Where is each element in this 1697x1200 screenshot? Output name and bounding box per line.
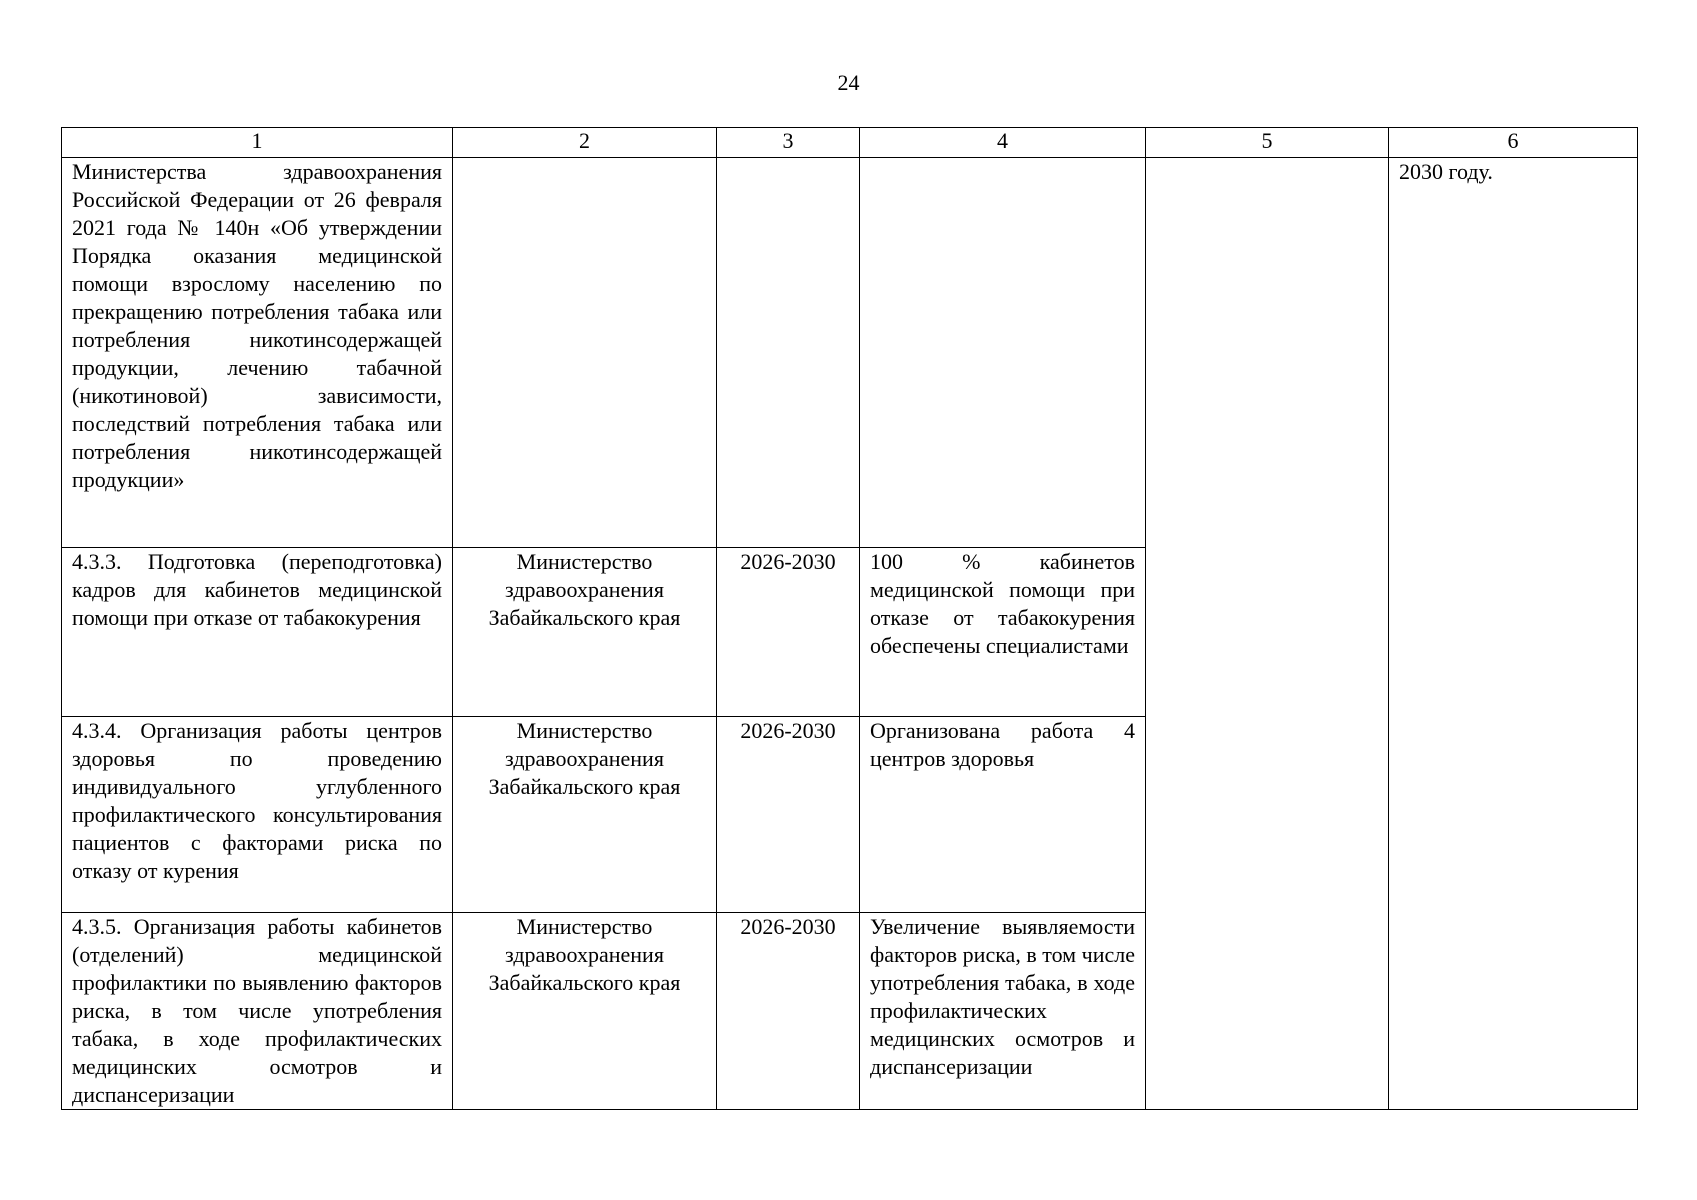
measures-table — [61, 127, 1638, 1110]
column-number-1: 1 — [62, 128, 453, 158]
result-cell: Увеличение выявляемости факторов риска, в том числе употребления табака, в ходе профилактических медицинских осмотров и диспансеризации — [860, 913, 1146, 1110]
column-number-4: 4 — [860, 128, 1146, 158]
column-5-cell — [1146, 158, 1389, 1110]
period-cell: 2026-2030 — [717, 717, 860, 913]
column-number-3: 3 — [717, 128, 860, 158]
period-cell — [717, 158, 860, 548]
result-cell: 100 % кабинетов медицинской помощи при отказе от табакокурения обеспечены специалистами — [860, 548, 1146, 717]
measure-cell: 4.3.3. Подготовка (переподготовка) кадров для кабинетов медицинской помощи при отказе от табакокурения — [62, 548, 453, 717]
executor-cell: Министерство здравоохранения Забайкальского края — [453, 548, 717, 717]
measure-cell: 4.3.5. Организация работы кабинетов (отделений) медицинской профилактики по выявлению факторов риска, в том числе употребления табака, в ходе профилактических медицинских осмотров и диспансеризации — [62, 913, 453, 1110]
table-header-row — [62, 128, 1638, 158]
measure-cell: Министерства здравоохранения Российской Федерации от 26 февраля 2021 года № 140н «Об утверждении Порядка оказания медицинской помощи взрослому населению по прекращению потребления табака или потребления никотинсодержащей продукции, лечению табачной (никотиновой) зависимости, последствий потребления табака или потребления никотинсодержащей продукции» — [62, 158, 453, 548]
column-number-2: 2 — [453, 128, 717, 158]
result-cell: Организована работа 4 центров здоровья — [860, 717, 1146, 913]
executor-cell: Министерство здравоохранения Забайкальского края — [453, 913, 717, 1110]
measure-cell: 4.3.4. Организация работы центров здоровья по проведению индивидуального углубленного профилактического консультирования пациентов с факторами риска по отказу от курения — [62, 717, 453, 913]
table-row — [62, 158, 1638, 548]
executor-cell: Министерство здравоохранения Забайкальского края — [453, 717, 717, 913]
result-cell — [860, 158, 1146, 548]
page-number: 24 — [837, 70, 860, 95]
period-cell: 2026-2030 — [717, 548, 860, 717]
column-6-cell: 2030 году. — [1389, 158, 1638, 1110]
column-number-5: 5 — [1146, 128, 1389, 158]
executor-cell — [453, 158, 717, 548]
column-number-6: 6 — [1389, 128, 1638, 158]
period-cell: 2026-2030 — [717, 913, 860, 1110]
